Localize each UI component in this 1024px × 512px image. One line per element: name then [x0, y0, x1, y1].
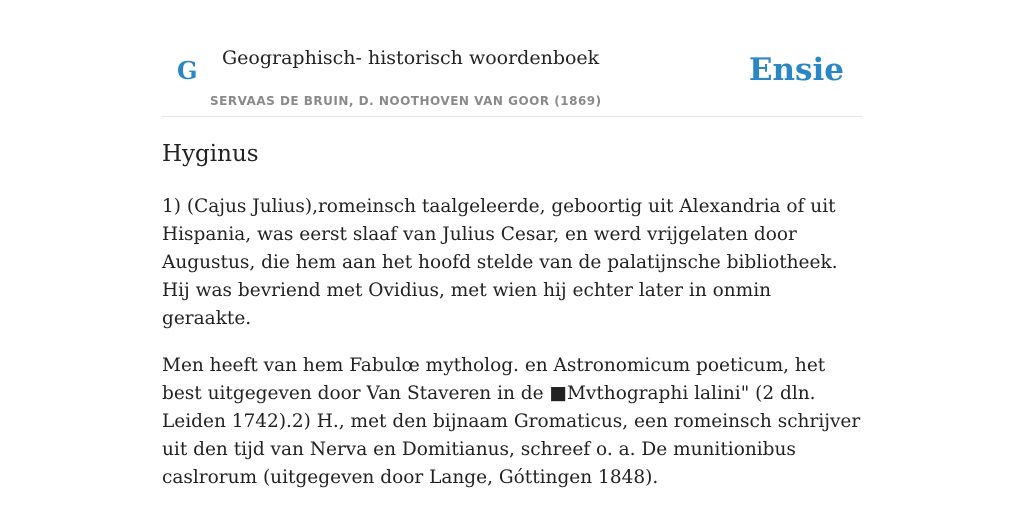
article-headword: Hyginus: [162, 141, 259, 167]
letter-badge[interactable]: G: [177, 56, 198, 85]
article-paragraph: Men heeft van hem Fabulœ mytholog. en Astronomicum poeticum, het best uitgegeven door Van Staveren in de ■Mvthographi lalini" (2 dln. Leiden 1742).2) H., met den bijnaam Gromaticus, een romeinsch schrijver uit den tijd van Nerva en Domitianus, schreef o. a. De munitionibus caslrorum (uitgegeven door Lange, Góttingen 1848).: [162, 355, 861, 488]
book-header: [162, 0, 862, 117]
book-title[interactable]: Geographisch- historisch woordenboek: [222, 47, 600, 69]
article-paragraph: 1) (Cajus Julius),romeinsch taalgeleerde, geboortig uit Alexandria of uit Hispania, was eerst slaaf van Julius Cesar, en werd vrijgelaten door Augustus, die hem aan het hoofd stelde van de palatijnsche bibliotheek. Hij was bevriend met Ovidius, met wien hij echter later in onmin geraakte.: [162, 196, 838, 329]
book-author: SERVAAS DE BRUIN, D. NOOTHOVEN VAN GOOR (1869): [210, 94, 602, 108]
article: [162, 138, 862, 492]
ensie-logo[interactable]: Ensie: [748, 52, 844, 88]
